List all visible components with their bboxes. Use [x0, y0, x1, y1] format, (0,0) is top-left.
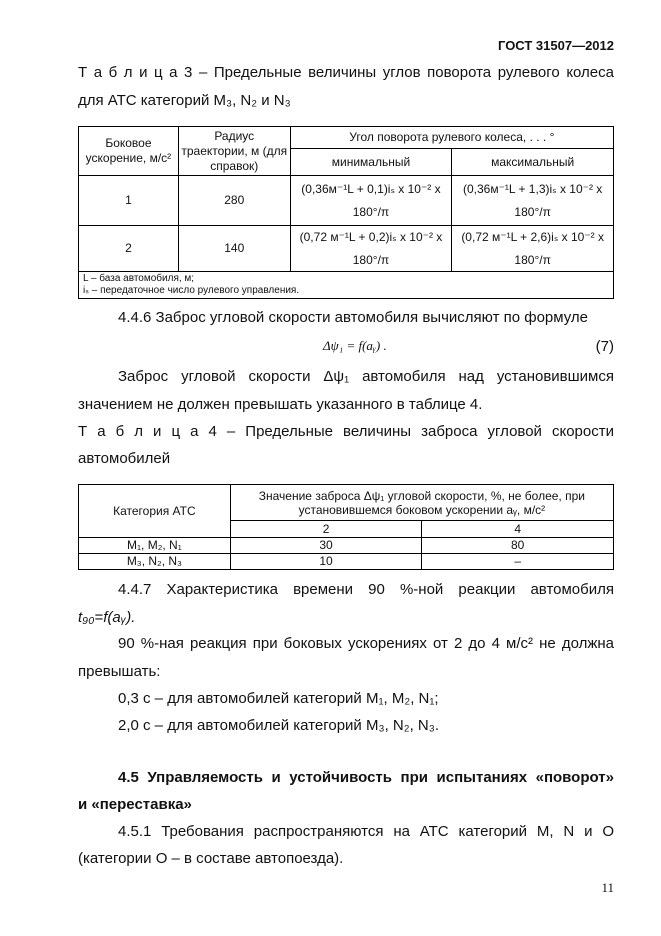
- table-row: [79, 554, 614, 570]
- table3-cell-max: [452, 226, 614, 272]
- list-item-1: 0,3 с – для автомобилей категорий M₁, M₂, N₁;: [118, 690, 439, 707]
- table3-caption-line2: для АТС категорий M₃, N₂ и N₃: [78, 92, 291, 109]
- paragraph-90-line1: 90 %-ная реакция при боковых ускорениях от 2 до 4 м/с² не должна: [118, 635, 614, 652]
- cell-line: 180°/π: [352, 252, 390, 267]
- table-row: [79, 226, 614, 272]
- table3-caption-line1: Т а б л и ц а 3 – Предельные величины углов поворота рулевого колеса: [78, 64, 614, 81]
- paragraph-4-5-1-line1: 4.5.1 Требования распространяются на АТС категорий M, N и O: [118, 823, 614, 840]
- paragraph-90-line2: превышать:: [78, 663, 161, 680]
- table3-head-angle: Угол поворота рулевого колеса, . . . °: [290, 127, 613, 149]
- table3-cell-min: [290, 176, 452, 226]
- table4-head-value: Значение заброса Δψ₁ угловой скорости, %, не более, при установившемся боковом ускорении aᵧ, м/с²: [230, 485, 613, 521]
- document-header: ГОСТ 31507—2012: [498, 38, 614, 53]
- table3-note: [79, 272, 614, 299]
- table-row: [79, 176, 614, 226]
- table4-head-accel-4: 4: [422, 521, 614, 538]
- paragraph-4-4-6: 4.4.6 Заброс угловой скорости автомобиля вычисляют по формуле: [118, 309, 589, 326]
- formula-number: (7): [595, 338, 614, 355]
- table4-cell-v4: –: [422, 554, 614, 570]
- formula-7: Δψ₁ = f(aᵧ) .: [323, 338, 387, 353]
- note-line: iₛ – передаточное число рулевого управления.: [83, 285, 300, 296]
- cell-line: (0,36м⁻¹L + 1,3)iₛ x 10⁻² x: [462, 181, 603, 196]
- cell-line: 180°/π: [514, 252, 551, 267]
- section-heading-4-5-line2: и «переставка»: [78, 796, 192, 813]
- paragraph-zabros-line1: Заброс угловой скорости Δψ₁ автомобиля над установившимся: [118, 368, 614, 385]
- table3-cell-max: [452, 176, 614, 226]
- paragraph-4-4-7-line2: t₉₀=f(aᵧ).: [78, 609, 136, 626]
- table3-cell-radius: 280: [178, 176, 290, 226]
- table3-cell-accel: 2: [79, 226, 179, 272]
- table-row: [79, 538, 614, 554]
- table3: [78, 126, 614, 299]
- table4-caption-line1: Т а б л и ц а 4 – Предельные величины заброса угловой скорости: [78, 423, 614, 440]
- table4-cell-v4: 80: [422, 538, 614, 554]
- table4-head-accel-2: 2: [230, 521, 422, 538]
- cell-line: 180°/π: [352, 204, 390, 219]
- table3-head-accel: Боковое ускорение, м/с²: [79, 127, 179, 176]
- table4-cell-category: M₁, M₂, N₁: [79, 538, 231, 554]
- table3-cell-min: [290, 226, 452, 272]
- table3-head-radius: Радиус траектории, м (для справок): [178, 127, 290, 176]
- cell-line: (0,72 м⁻¹L + 0,2)iₛ x 10⁻² x: [299, 229, 443, 244]
- table4: [78, 484, 614, 570]
- table4-cell-category: M₃, N₂, N₃: [79, 554, 231, 570]
- cell-line: (0,72 м⁻¹L + 2,6)iₛ x 10⁻² x: [461, 229, 604, 244]
- table4-head-category: Категория АТС: [79, 485, 231, 538]
- table3-head-max: максимальный: [452, 149, 614, 176]
- list-item-2: 2,0 с – для автомобилей категорий M₃, N₂, N₃.: [118, 717, 440, 734]
- cell-line: (0,36м⁻¹L + 0,1)iₛ x 10⁻² x: [301, 181, 441, 196]
- paragraph-4-5-1-line2: (категории O – в составе автопоезда).: [78, 850, 344, 867]
- paragraph-4-4-7-line1: 4.4.7 Характеристика времени 90 %-ной реакции автомобиля: [118, 581, 614, 598]
- table3-cell-radius: 140: [178, 226, 290, 272]
- section-heading-4-5-line1: 4.5 Управляемость и устойчивость при испытаниях «поворот»: [118, 769, 614, 786]
- table4-caption-line2: автомобилей: [78, 450, 171, 467]
- cell-line: 180°/π: [514, 204, 551, 219]
- table3-head-min: минимальный: [290, 149, 452, 176]
- table4-cell-v2: 10: [230, 554, 422, 570]
- page-number: 11: [601, 880, 614, 895]
- table3-cell-accel: 1: [79, 176, 179, 226]
- paragraph-zabros-line2: значением не должен превышать указанного в таблице 4.: [78, 396, 483, 413]
- note-line: L – база автомобиля, м;: [83, 273, 195, 284]
- table4-cell-v2: 30: [230, 538, 422, 554]
